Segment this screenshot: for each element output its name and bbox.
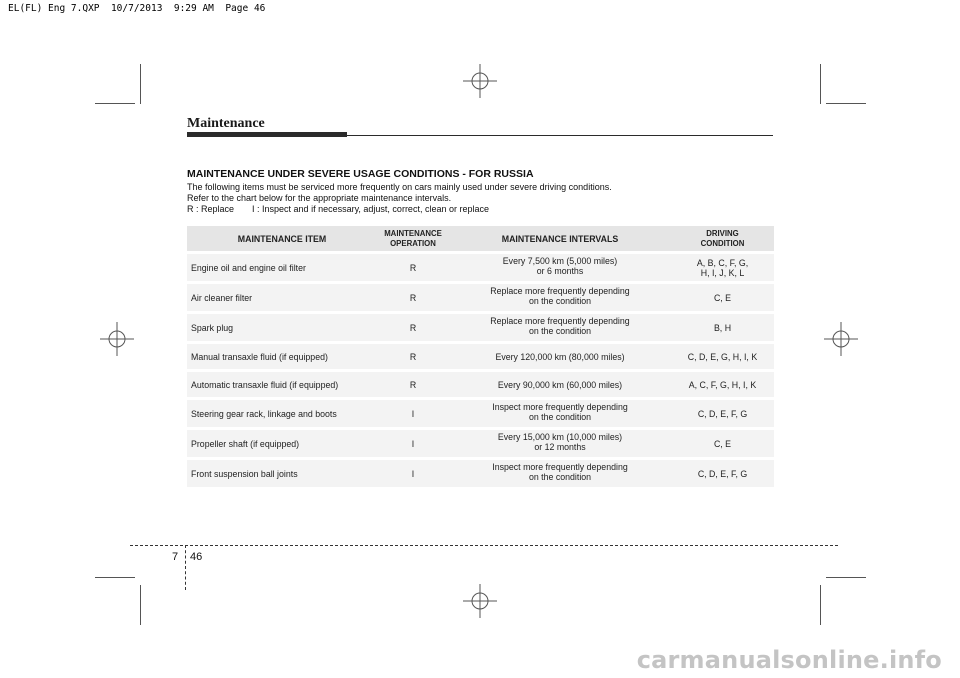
- page-number: 46: [190, 551, 203, 563]
- legend-line: [187, 204, 612, 215]
- page-header-title: Maintenance: [187, 116, 265, 131]
- registration-mark-bottom-icon: [463, 584, 497, 618]
- cell-operation: R: [377, 343, 449, 371]
- cell-operation: I: [377, 399, 449, 429]
- table-row: [187, 429, 774, 459]
- table-row: [187, 253, 774, 283]
- cell-operation: R: [377, 313, 449, 343]
- cell-condition: C, D, E, G, H, I, K: [671, 343, 774, 371]
- registration-mark-top-icon: [463, 64, 497, 98]
- crop-mark-top-left-h: [95, 103, 135, 104]
- legend-replace: R : Replace: [187, 204, 235, 214]
- cell-operation: R: [377, 371, 449, 399]
- header-maintenance-intervals: MAINTENANCE INTERVALS: [449, 226, 671, 253]
- cell-interval: Inspect more frequently depending on the condition: [449, 459, 671, 489]
- table-row: [187, 371, 774, 399]
- registration-mark-left-icon: [100, 322, 134, 356]
- table-row: [187, 399, 774, 429]
- maintenance-schedule-table: [187, 226, 774, 490]
- cell-interval: Every 120,000 km (80,000 miles): [449, 343, 671, 371]
- header-driving-condition: DRIVING CONDITION: [671, 226, 774, 253]
- cell-item: Engine oil and engine oil filter: [187, 253, 377, 283]
- header-rule-thin: [347, 135, 773, 136]
- cell-item: Automatic transaxle fluid (if equipped): [187, 371, 377, 399]
- crop-mark-top-left-v: [140, 64, 141, 104]
- section-heading: MAINTENANCE UNDER SEVERE USAGE CONDITIONS - FOR RUSSIA: [187, 168, 534, 180]
- cell-operation: I: [377, 429, 449, 459]
- cell-item: Spark plug: [187, 313, 377, 343]
- cell-condition: C, D, E, F, G: [671, 399, 774, 429]
- cell-condition: B, H: [671, 313, 774, 343]
- header-maintenance-operation: MAINTENANCE OPERATION: [377, 226, 449, 253]
- header-maintenance-item: MAINTENANCE ITEM: [187, 226, 377, 253]
- crop-mark-top-right-v: [820, 64, 821, 104]
- cell-interval: Every 15,000 km (10,000 miles) or 12 months: [449, 429, 671, 459]
- cell-condition: A, C, F, G, H, I, K: [671, 371, 774, 399]
- table-row: [187, 313, 774, 343]
- cell-condition: A, B, C, F, G, H, I, J, K, L: [671, 253, 774, 283]
- table-row: [187, 459, 774, 489]
- crop-mark-top-right-h: [826, 103, 866, 104]
- table-header-row: [187, 226, 774, 253]
- intro-line: Refer to the chart below for the appropriate maintenance intervals.: [187, 193, 452, 203]
- cell-operation: R: [377, 253, 449, 283]
- cell-interval: Replace more frequently depending on the condition: [449, 283, 671, 313]
- cell-condition: C, E: [671, 283, 774, 313]
- table-row: [187, 283, 774, 313]
- cell-item: Front suspension ball joints: [187, 459, 377, 489]
- page-chapter-number: 7: [172, 551, 179, 563]
- registration-mark-right-icon: [824, 322, 858, 356]
- cell-item: Manual transaxle fluid (if equipped): [187, 343, 377, 371]
- cell-interval: Every 7,500 km (5,000 miles) or 6 months: [449, 253, 671, 283]
- footer-divider: [185, 545, 186, 590]
- cell-item: Air cleaner filter: [187, 283, 377, 313]
- cell-interval: Inspect more frequently depending on the condition: [449, 399, 671, 429]
- cell-operation: R: [377, 283, 449, 313]
- header-rule-thick: [187, 132, 347, 137]
- cell-operation: I: [377, 459, 449, 489]
- crop-mark-bottom-right-v: [820, 585, 821, 625]
- cell-interval: Every 90,000 km (60,000 miles): [449, 371, 671, 399]
- intro-text: [187, 182, 612, 215]
- footer-rule: [130, 545, 838, 546]
- table-row: [187, 343, 774, 371]
- intro-line: The following items must be serviced more frequently on cars mainly used under severe driving conditions.: [187, 182, 612, 192]
- watermark-text: carmanualsonline.info: [636, 646, 942, 674]
- cell-condition: C, D, E, F, G: [671, 459, 774, 489]
- cell-item: Steering gear rack, linkage and boots: [187, 399, 377, 429]
- crop-mark-bottom-right-h: [826, 577, 866, 578]
- cell-item: Propeller shaft (if equipped): [187, 429, 377, 459]
- crop-mark-bottom-left-h: [95, 577, 135, 578]
- crop-mark-bottom-left-v: [140, 585, 141, 625]
- cell-condition: C, E: [671, 429, 774, 459]
- cell-interval: Replace more frequently depending on the condition: [449, 313, 671, 343]
- print-slug: EL(FL) Eng 7.QXP 10/7/2013 9:29 AM Page 46: [8, 3, 266, 14]
- legend-inspect: I : Inspect and if necessary, adjust, correct, clean or replace: [252, 204, 489, 214]
